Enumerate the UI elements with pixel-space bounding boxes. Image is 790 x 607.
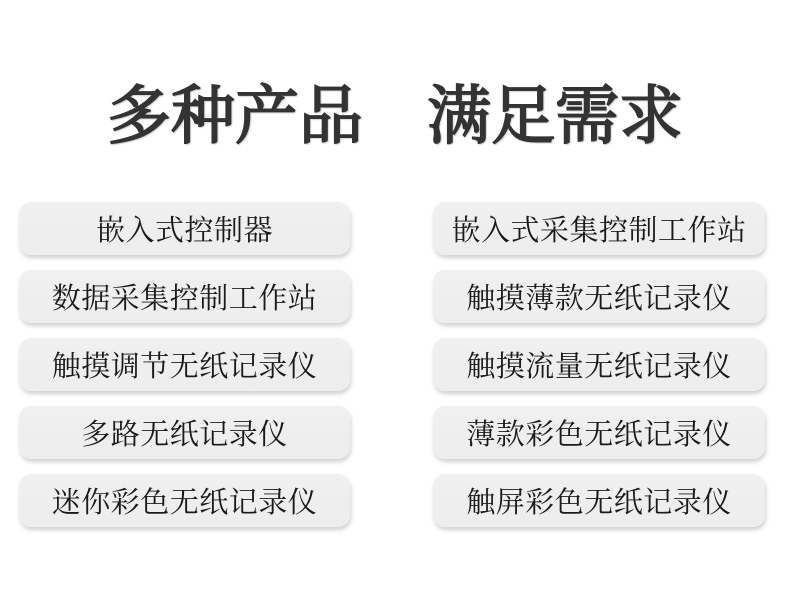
product-button-touch-slim-paperless-recorder[interactable]: 触摸薄款无纸记录仪 xyxy=(433,270,765,323)
page-title-part2: 满足需求 xyxy=(427,80,683,152)
product-button-data-acquisition-workstation[interactable]: 数据采集控制工作站 xyxy=(19,270,350,323)
product-button-touchscreen-color-paperless-recorder[interactable]: 触屏彩色无纸记录仪 xyxy=(433,474,765,527)
product-button-embedded-controller[interactable]: 嵌入式控制器 xyxy=(19,202,350,255)
page-title-part1: 多种产品 xyxy=(107,80,363,152)
page-title xyxy=(0,78,790,154)
product-button-touch-flow-paperless-recorder[interactable]: 触摸流量无纸记录仪 xyxy=(433,338,765,391)
product-button-grid xyxy=(19,202,765,527)
product-button-multichannel-paperless-recorder[interactable]: 多路无纸记录仪 xyxy=(19,406,350,459)
product-button-embedded-acquisition-workstation[interactable]: 嵌入式采集控制工作站 xyxy=(433,202,765,255)
product-button-mini-color-paperless-recorder[interactable]: 迷你彩色无纸记录仪 xyxy=(19,474,350,527)
product-button-touch-adjust-paperless-recorder[interactable]: 触摸调节无纸记录仪 xyxy=(19,338,350,391)
product-button-slim-color-paperless-recorder[interactable]: 薄款彩色无纸记录仪 xyxy=(433,406,765,459)
